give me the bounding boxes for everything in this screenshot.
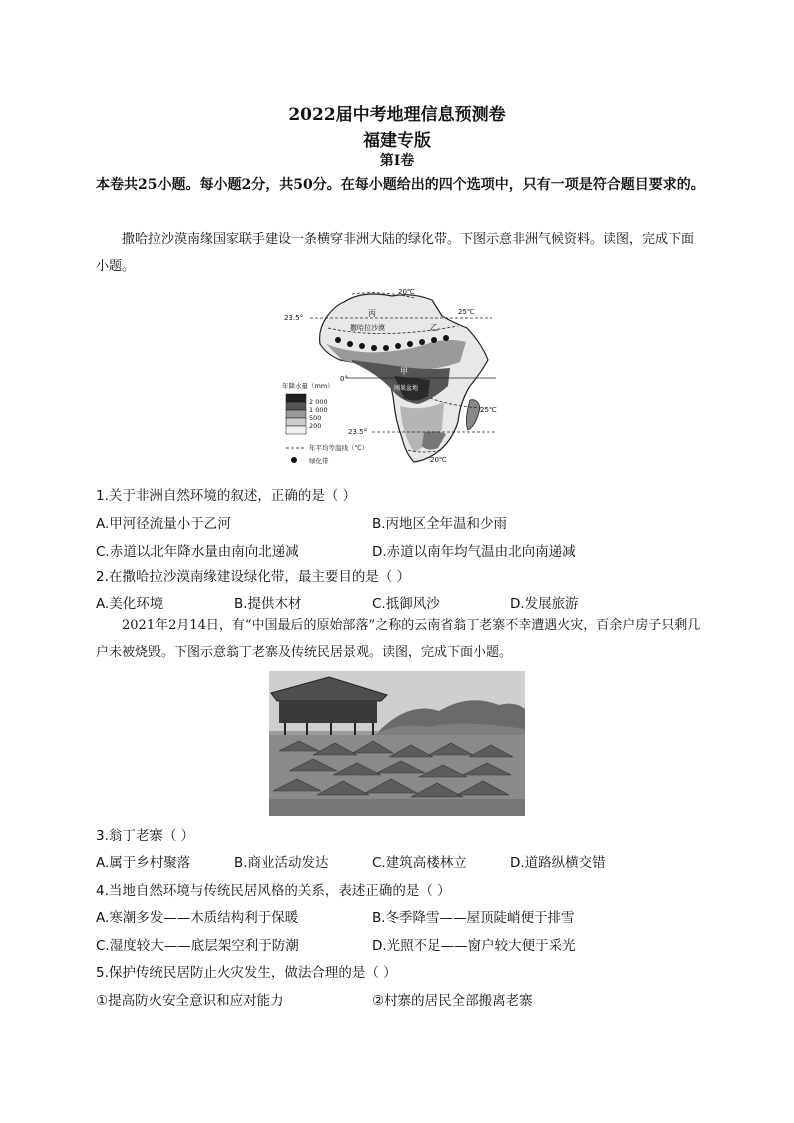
label-sahara: 撒哈拉沙漠 <box>350 324 385 332</box>
question-1-stem: 1.关于非洲自然环境的叙述，正确的是（ ） <box>96 488 357 504</box>
q1-option-d[interactable]: D.赤道以南年均气温由北向南递减 <box>372 544 576 560</box>
exam-subtitle: 福建专版 <box>363 131 431 151</box>
africa-climate-map <box>282 282 500 470</box>
legend-greenbelt: 绿化带 <box>309 457 329 465</box>
label-20c-bottom: 20℃ <box>430 456 447 464</box>
label-20c-top: 20℃ <box>398 288 415 296</box>
question-2-stem: 2.在撒哈拉沙漠南缘建设绿化带，最主要目的是（ ） <box>96 569 411 585</box>
legend-isotherm: 年平均等温线（℃） <box>309 444 369 452</box>
q3-option-b[interactable]: B.商业活动发达 <box>234 855 329 871</box>
q3-option-c[interactable]: C.建筑高楼林立 <box>372 855 467 871</box>
q1-option-c[interactable]: C.赤道以北年降水量由南向北递减 <box>96 544 299 560</box>
legend-title: 年降水量（mm） <box>282 382 334 390</box>
q4-option-b[interactable]: B.冬季降雪——屋顶陡峭便于排雪 <box>372 910 575 926</box>
label-25c-south: 25℃ <box>480 406 497 414</box>
legend-level-2000: 2 000 <box>309 398 328 406</box>
label-jia: 甲 <box>400 367 408 376</box>
legend-tree-icon <box>291 457 297 463</box>
question-5-stem: 5.保护传统民居防止火灾发生，做法合理的是（ ） <box>96 965 397 981</box>
q4-option-d[interactable]: D.光照不足——窗户较大便于采光 <box>372 938 576 954</box>
question-3-stem: 3.翁丁老寨（ ） <box>96 828 195 844</box>
q3-option-a[interactable]: A.属于乡村聚落 <box>96 855 191 871</box>
q2-option-c[interactable]: C.抵御风沙 <box>372 596 440 612</box>
section-instructions: 本卷共25小题。每小题2分，共50分。在每小题给出的四个选项中，只有一项是符合题目要求的。 <box>96 177 705 193</box>
label-yi: 乙 <box>430 323 438 332</box>
q3-option-d[interactable]: D.道路纵横交错 <box>510 855 606 871</box>
label-bing: 丙 <box>368 309 376 318</box>
q5-statement-2: ②村寨的居民全部搬离老寨 <box>372 993 533 1009</box>
label-congo-basin: 刚果盆地 <box>394 385 419 392</box>
legend-level-1000: 1 000 <box>309 406 328 414</box>
q2-option-b[interactable]: B.提供木材 <box>234 596 302 612</box>
question-4-stem: 4.当地自然环境与传统民居风格的关系，表述正确的是（ ） <box>96 883 451 899</box>
legend-level-200: 200 <box>309 422 322 430</box>
wengding-village-photo <box>269 671 525 816</box>
q1-option-b[interactable]: B.丙地区全年温和少雨 <box>372 516 508 532</box>
q2-option-d[interactable]: D.发展旅游 <box>510 596 579 612</box>
q5-statement-1: ①提高防火安全意识和应对能力 <box>96 993 284 1009</box>
passage-africa: 撒哈拉沙漠南缘国家联手建设一条横穿非洲大陆的绿化带。下图示意非洲气候资料。读图，完成下面小题。 <box>96 232 695 274</box>
label-25c-north: 25℃ <box>458 308 475 316</box>
section-title: 第Ⅰ卷 <box>379 153 415 169</box>
label-equator: 0° <box>340 375 348 383</box>
label-lat-north: 23.5° <box>284 314 304 322</box>
legend-level-500: 500 <box>309 414 322 422</box>
exam-title: 2022届中考地理信息预测卷 <box>288 105 506 125</box>
passage-wengding: 2021年2月14日，有“中国最后的原始部落”之称的云南省翁丁老寨不幸遭遇火灾，百余户房子只剩几户未被烧毁。下图示意翁丁老寨及传统民居景观。读图，完成下面小题。 <box>96 618 701 660</box>
label-lat-south: 23.5° <box>348 428 368 436</box>
q1-option-a[interactable]: A.甲河径流量小于乙河 <box>96 516 231 532</box>
q4-option-c[interactable]: C.湿度较大——底层架空利于防潮 <box>96 938 299 954</box>
q2-option-a[interactable]: A.美化环境 <box>96 596 164 612</box>
q4-option-a[interactable]: A.寒潮多发——木质结构利于保暖 <box>96 910 299 926</box>
